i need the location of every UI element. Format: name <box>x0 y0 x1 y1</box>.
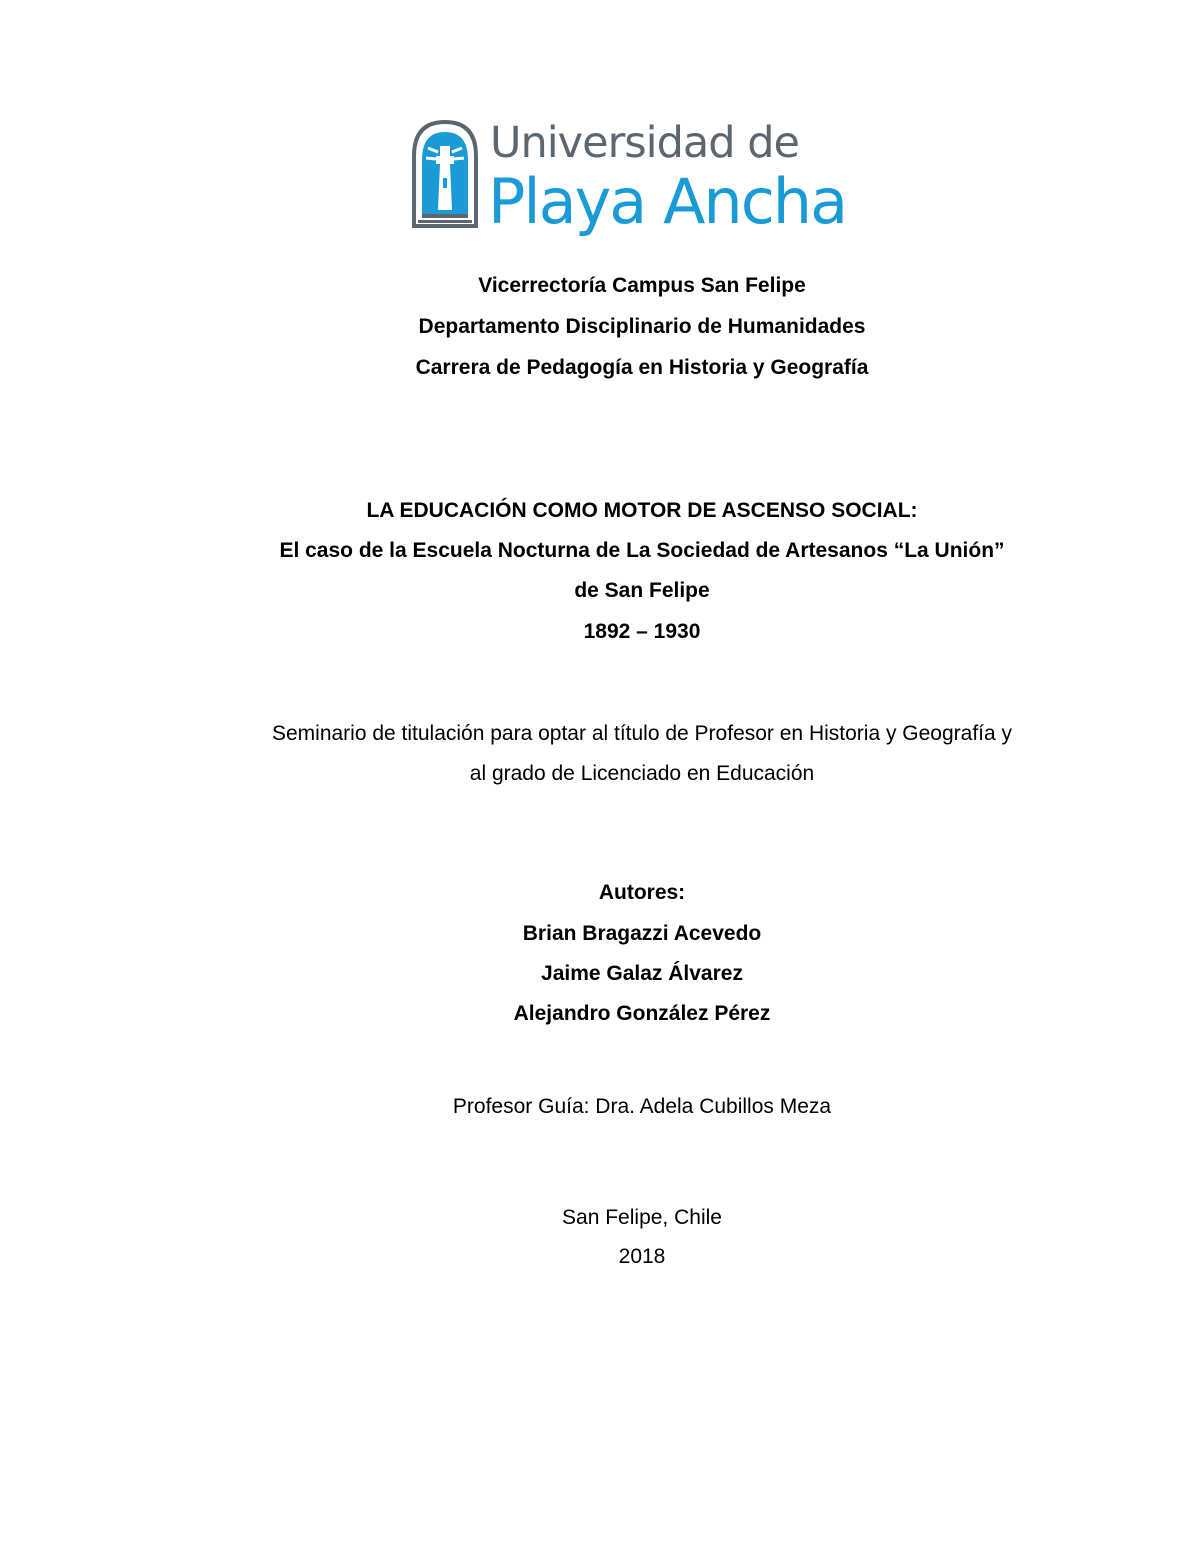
thesis-title: LA EDUCACIÓN COMO MOTOR DE ASCENSO SOCIAL: <box>366 499 918 522</box>
department: Departamento Disciplinario de Humanidades <box>418 315 866 338</box>
year: 2018 <box>618 1245 666 1268</box>
logo-text-playa-ancha: Playa Ancha <box>488 165 847 238</box>
vice-rectory: Vicerrectoría Campus San Felipe <box>478 274 806 297</box>
seminar-line2: al grado de Licenciado en Educación <box>469 762 815 785</box>
author-name: Brian Bragazzi Acevedo <box>522 922 762 945</box>
university-emblem-icon <box>410 118 480 230</box>
author-name: Alejandro González Pérez <box>513 1002 771 1025</box>
advisor: Profesor Guía: Dra. Adela Cubillos Meza <box>452 1095 832 1118</box>
authors-heading: Autores: <box>598 881 686 904</box>
university-logo <box>410 118 880 248</box>
thesis-subtitle-line2: de San Felipe <box>574 579 710 602</box>
place: San Felipe, Chile <box>562 1206 722 1229</box>
thesis-years: 1892 – 1930 <box>583 620 701 643</box>
author-name: Jaime Galaz Álvarez <box>541 962 743 985</box>
career: Carrera de Pedagogía en Historia y Geografía <box>415 356 869 379</box>
seminar-line1: Seminario de titulación para optar al título de Profesor en Historia y Geografía y <box>271 722 1013 745</box>
thesis-subtitle-line1: El caso de la Escuela Nocturna de La Sociedad de Artesanos “La Unión” <box>279 539 1005 562</box>
logo-text-universidad: Universidad de <box>490 118 799 168</box>
